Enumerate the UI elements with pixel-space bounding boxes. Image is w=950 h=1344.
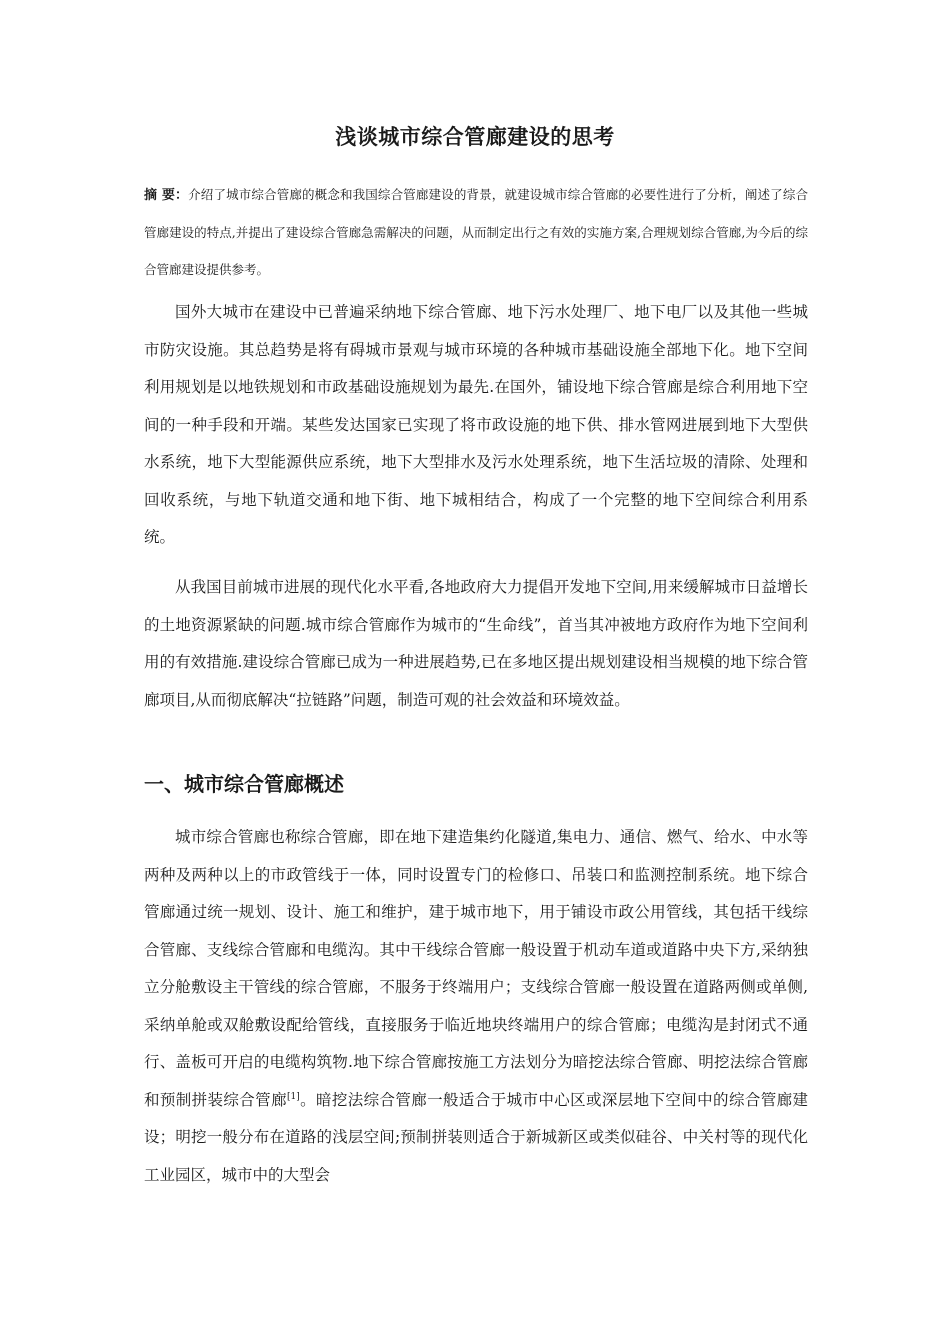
section-text-before-ref: 城市综合管廊也称综合管廊，即在地下建造集约化隧道,集电力、通信、燃气、给水、中水等两种及两种以上的市政管线于一体，同时设置专门的检修口、吊装口和监测控制系统。地下综合管廊通过统一规划、设计、施工和维护，建于城市地下，用于铺设市政公用管线，其包括干线综合管廊、支线综合管廊和电缆沟。其中干线综合管廊一般设置于机动车道或道路中央下方,采纳独立分舱敷设主干管线的综合管廊，不服务于终端用户；支线综合管廊一般设置在道路两侧或单侧,采纳单舱或双舱敷设配给管线，直接服务于临近地块终端用户的综合管廊；电缆沟是封闭式不通行、盖板可开启的电缆构筑物.地下综合管廊按施工方法划分为暗挖法综合管廊、明挖法综合管廊和预制拼装综合管廊 <box>144 828 808 1109</box>
abstract-text: 介绍了城市综合管廊的概念和我国综合管廊建设的背景，就建设城市综合管廊的必要性进行了分析，阐述了综合管廊建设的特点,并提出了建设综合管廊急需解决的问题，从而制定出行之有效的实施方案,合理规划综合管廊,为今后的综合管廊建设提供参考。 <box>144 187 808 277</box>
body-paragraph-2: 从我国目前城市进展的现代化水平看,各地政府大力提倡开发地下空间,用来缓解城市日益增长的土地资源紧缺的问题.城市综合管廊作为城市的“生命线”，首当其冲被地方政府作为地下空间利用的有效措施.建设综合管廊已成为一种进展趋势,已在多地区提出规划建设相当规模的地下综合管廊项目,从而彻底解决“拉链路”问题，制造可观的社会效益和环境效益。 <box>144 578 808 709</box>
abstract-label: 摘 要： <box>144 188 189 203</box>
document-title: 浅谈城市综合管廊建设的思考 <box>335 125 615 149</box>
abstract <box>144 176 808 288</box>
section-heading: 一、城市综合管廊概述 <box>144 772 344 796</box>
section-paragraph <box>144 819 808 1194</box>
section-text-after-ref: 。暗挖法综合管廊一般适合于城市中心区或深层地下空间中的综合管廊建设；明挖一般分布在道路的浅层空间;预制拼装则适合于新城新区或类似硅谷、中关村等的现代化工业园区，城市中的大型会 <box>144 1090 808 1184</box>
body-paragraph-1: 国外大城市在建设中已普遍采纳地下综合管廊、地下污水处理厂、地下电厂以及其他一些城市防灾设施。其总趋势是将有碍城市景观与城市环境的各种城市基础设施全部地下化。地下空间利用规划是以地铁规划和市政基础设施规划为最先.在国外，铺设地下综合管廊是综合利用地下空间的一种手段和开端。某些发达国家已实现了将市政设施的地下供、排水管网进展到地下大型供水系统，地下大型能源供应系统，地下大型排水及污水处理系统，地下生活垃圾的清除、处理和回收系统，与地下轨道交通和地下街、地下城相结合，构成了一个完整的地下空间综合利用系统。 <box>144 303 808 546</box>
citation-ref: [1] <box>286 1091 300 1102</box>
